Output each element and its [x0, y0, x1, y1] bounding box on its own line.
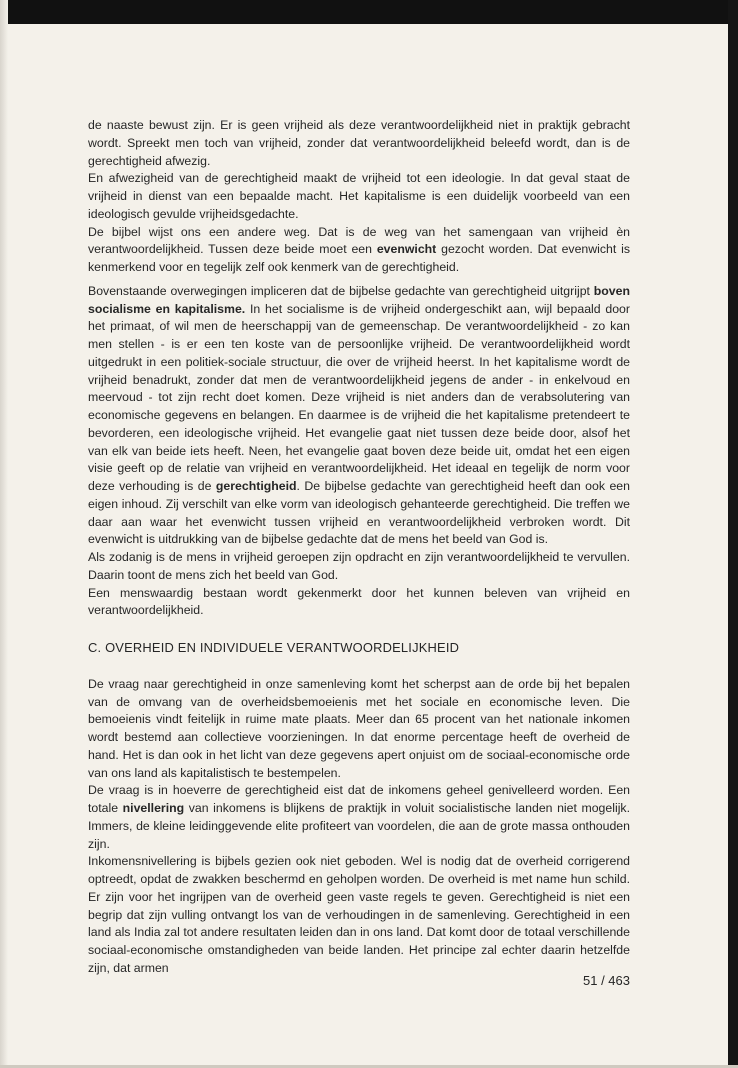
- scan-border-right: [728, 0, 738, 1068]
- emphasis-evenwicht: evenwicht: [376, 242, 437, 257]
- paragraph: [88, 224, 630, 277]
- emphasis-gerechtigheid: gerechtigheid: [215, 479, 297, 493]
- text-run: Bovenstaande overwegingen impliceren dat de bijbelse gedachte van gerechtigheid uitgrijpt: [88, 283, 594, 298]
- text-run: . De bijbelse gedachte van gerechtigheid heeft dan ook een eigen inhoud. Zij verschilt van elke vorm van ideologisch gehanteerde gerechtigheid. Die treffen we daar aan waar het evenwicht tussen vrijheid en verantwoordelijkheid verbroken wordt. Dit evenwicht is uitdrukking van de bijbelse gedachte dat de mens het beeld van God is.: [88, 479, 630, 547]
- paragraph: [88, 782, 630, 853]
- paragraph: [88, 283, 630, 549]
- text-run: De vraag is in hoeverre de gerechtigheid eist dat de inkomens geheel genivelleerd worden. Een totale: [88, 783, 630, 815]
- text-run: De bijbel wijst ons een andere weg. Dat is de weg van het samengaan van vrijheid èn verantwoordelijkheid. Tussen deze beide moet een: [88, 224, 630, 257]
- page-body: [88, 117, 630, 978]
- paragraph: Als zodanig is de mens in vrijheid geroepen zijn opdracht en zijn verantwoordelijkheid te vervullen. Daarin toont de mens zich het beeld van God.: [88, 550, 630, 582]
- section-heading: C. OVERHEID EN INDIVIDUELE VERANTWOORDELIJKHEID: [88, 640, 460, 655]
- paragraph: Inkomensnivellering is bijbels gezien ook niet geboden. Wel is nodig dat de overheid corrigerend optreedt, opdat de zwakken beschermd en geholpen worden. De overheid is met name hun schild. Er zijn voor het ingrijpen van de overheid geen vaste regels te geven. Gerechtigheid is niet een begrip dat zijn vulling ontvangt los van de verhoudingen in de samenleving. Gerechtigheid in een land als India zal tot andere resultaten leiden dan in ons land. Dat komt door de totaal verschillende sociaal-economische omstandigheden van beide landen. Het principe zal echter daarin hetzelfde zijn, dat armen: [88, 854, 630, 975]
- emphasis-nivellering: nivellering: [122, 801, 185, 815]
- paragraph: De vraag naar gerechtigheid in onze samenleving komt het scherpst aan de orde bij het bepalen van de omvang van de overheidsbemoeienis met het sociale en economische leven. Die bemoeienis vindt feitelijk in ruime mate plaats. Meer dan 65 procent van het nationale inkomen wordt bestemd aan collectieve voorzieningen. In dat enorme percentage heeft de overheid de hand. Het is dan ook in het licht van deze gegevens apert onjuist om de sociaal-economische orde van ons land als kapitalistisch te bestempelen.: [88, 676, 630, 780]
- text-run: In het socialisme is de vrijheid ondergeschikt aan, wijl bepaald door het primaat, of wil men de heerschappij van de gemeenschap. De verantwoordelijkheid - zo kan men stellen - is er een ten koste van de persoonlijke vrijheid. De verantwoordelijkheid wordt uitgedrukt in een politiek-sociale structuur, die over de vrijheid heerst. In het kapitalisme wordt de vrijheid benadrukt, zonder dat men de verantwoordelijkheid jegens de ander - in enkelvoud en meervoud - tot zijn recht doet komen. Deze vrijheid is niet anders dan de verabsolutering van economische gegevens en belangen. En daarmee is de vrijheid die het kapitalisme pretendeert te bevorderen, een ideologische vrijheid. Het evangelie gaat niet tussen deze beide door, alsof het van elk van beide iets heeft. Neen, het evangelie gaat boven deze beide uit, omdat het een eigen visie geeft op de relatie van vrijheid en verantwoordelijkheid. Het ideaal en tegelijk de norm voor deze verhouding is de: [88, 301, 630, 493]
- paragraph: En afwezigheid van de gerechtigheid maakt de vrijheid tot een ideologie. In dat geval staat de vrijheid in dienst van een bepaalde macht. Het kapitalisme is een duidelijk voorbeeld van een ideologisch gevulde vrijheidsgedachte.: [88, 171, 630, 221]
- paragraph: de naaste bewust zijn. Er is geen vrijheid als deze verantwoordelijkheid niet in praktijk gebracht wordt. Spreekt men toch van vrijheid, zonder dat verantwoordelijkheid beleefd wordt, dan is de gerechtigheid afwezig.: [88, 118, 630, 168]
- text-run: van inkomens is blijkens de praktijk in voluit socialistische landen niet mogelijk. Immers, de kleine leidinggevende elite profiteert van voordelen, die aan de grote massa onthouden zijn.: [88, 801, 630, 851]
- text-run: gezocht worden. Dat evenwicht is kenmerkend voor en tegelijk zelf ook kenmerk van de gerechtigheid.: [88, 242, 630, 274]
- emphasis-socialisme-kapitalisme: boven socialisme en kapitalisme.: [88, 283, 630, 316]
- page-number: 51 / 463: [583, 973, 630, 988]
- scan-border-left: [0, 0, 8, 1068]
- paragraph: Een menswaardig bestaan wordt gekenmerkt door het kunnen beleven van vrijheid en verantwoordelijkheid.: [88, 585, 630, 618]
- scan-border-top: [0, 0, 738, 24]
